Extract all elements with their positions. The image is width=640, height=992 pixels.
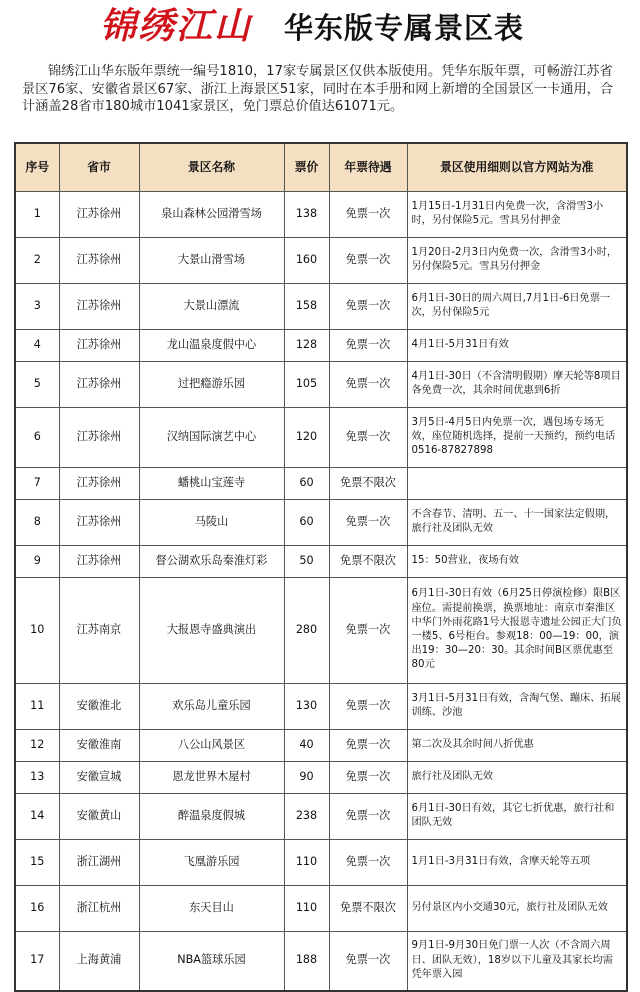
row-city: 江苏徐州 — [59, 329, 139, 361]
table-row — [15, 931, 627, 991]
row-price: 40 — [284, 729, 329, 761]
row-number: 2 — [15, 237, 59, 283]
table-row — [15, 729, 627, 761]
row-price: 110 — [284, 885, 329, 931]
row-benefit: 免票一次 — [329, 407, 407, 467]
row-number: 10 — [15, 577, 59, 683]
row-number: 14 — [15, 793, 59, 839]
row-note — [407, 467, 627, 499]
row-city: 江苏徐州 — [59, 407, 139, 467]
row-scenic-name: NBA篮球乐园 — [139, 931, 284, 991]
table-row — [15, 361, 627, 407]
row-number: 15 — [15, 839, 59, 885]
table-row — [15, 761, 627, 793]
row-benefit: 免票不限次 — [329, 545, 407, 577]
row-city: 安徽淮北 — [59, 683, 139, 729]
header-benefit: 年票待遇 — [329, 143, 407, 191]
row-price: 50 — [284, 545, 329, 577]
row-note: 4月1日-5月31日有效 — [407, 329, 627, 361]
table-row — [15, 237, 627, 283]
header-no: 序号 — [15, 143, 59, 191]
row-note: 1月1日-3月31日有效，含摩天轮等五项 — [407, 839, 627, 885]
row-scenic-name: 大景山漂流 — [139, 283, 284, 329]
row-note: 4月1日-30日（不含清明假期）摩天轮等8项目各免费一次，其余时间优惠到6折 — [407, 361, 627, 407]
header-city: 省市 — [59, 143, 139, 191]
row-benefit: 免票一次 — [329, 683, 407, 729]
table-row — [15, 683, 627, 729]
table-row — [15, 545, 627, 577]
row-city: 江苏徐州 — [59, 499, 139, 545]
row-scenic-name: 过把瘾游乐园 — [139, 361, 284, 407]
row-city: 上海黄浦 — [59, 931, 139, 991]
row-city: 江苏徐州 — [59, 361, 139, 407]
row-benefit: 免票不限次 — [329, 467, 407, 499]
table-body — [15, 191, 627, 991]
row-note: 不含春节、清明、五一、十一国家法定假期，旅行社及团队无效 — [407, 499, 627, 545]
row-scenic-name: 大报恩寺盛典演出 — [139, 577, 284, 683]
row-number: 1 — [15, 191, 59, 237]
row-scenic-name: 飞凰游乐园 — [139, 839, 284, 885]
row-scenic-name: 汉纳国际演艺中心 — [139, 407, 284, 467]
row-note: 第二次及其余时间八折优惠 — [407, 729, 627, 761]
row-number: 8 — [15, 499, 59, 545]
table-row — [15, 329, 627, 361]
table-row — [15, 467, 627, 499]
table-row — [15, 499, 627, 545]
row-price: 280 — [284, 577, 329, 683]
row-benefit: 免票一次 — [329, 191, 407, 237]
row-price: 238 — [284, 793, 329, 839]
table-header-row — [15, 143, 627, 191]
row-scenic-name: 东天目山 — [139, 885, 284, 931]
table-row — [15, 191, 627, 237]
row-city: 安徽淮南 — [59, 729, 139, 761]
row-city: 浙江湖州 — [59, 839, 139, 885]
header-price: 票价 — [284, 143, 329, 191]
row-city: 浙江杭州 — [59, 885, 139, 931]
row-note: 15：50营业，夜场有效 — [407, 545, 627, 577]
row-number: 16 — [15, 885, 59, 931]
row-scenic-name: 大景山滑雪场 — [139, 237, 284, 283]
row-city: 江苏徐州 — [59, 545, 139, 577]
row-price: 188 — [284, 931, 329, 991]
row-benefit: 免票一次 — [329, 839, 407, 885]
row-city: 安徽宣城 — [59, 761, 139, 793]
row-note: 1月15日-1月31日内免费一次，含滑雪3小时，另付保险5元。雪具另付押金 — [407, 191, 627, 237]
row-note: 旅行社及团队无效 — [407, 761, 627, 793]
table-row — [15, 577, 627, 683]
row-note: 9月1日-9月30日免门票一人次（不含周六周日、团队无效），18岁以下儿童及其家长均需凭年票入园 — [407, 931, 627, 991]
table-row — [15, 407, 627, 467]
row-scenic-name: 八公山风景区 — [139, 729, 284, 761]
row-price: 130 — [284, 683, 329, 729]
row-benefit: 免票一次 — [329, 729, 407, 761]
table-row — [15, 283, 627, 329]
row-note: 3月1日-5月31日有效，含淘气堡、蹦床、拓展训练、沙池 — [407, 683, 627, 729]
brand-logo: 锦绣江山 — [100, 5, 253, 47]
row-scenic-name: 泉山森林公园滑雪场 — [139, 191, 284, 237]
row-price: 160 — [284, 237, 329, 283]
row-city: 江苏徐州 — [59, 283, 139, 329]
row-price: 60 — [284, 499, 329, 545]
row-number: 12 — [15, 729, 59, 761]
row-number: 11 — [15, 683, 59, 729]
row-price: 138 — [284, 191, 329, 237]
row-benefit: 免票一次 — [329, 237, 407, 283]
table-row — [15, 839, 627, 885]
row-benefit: 免票一次 — [329, 329, 407, 361]
row-price: 128 — [284, 329, 329, 361]
scenic-spot-table — [14, 142, 628, 992]
row-scenic-name: 蟠桃山宝莲寺 — [139, 467, 284, 499]
row-city: 安徽黄山 — [59, 793, 139, 839]
row-scenic-name: 醉温泉度假城 — [139, 793, 284, 839]
row-number: 6 — [15, 407, 59, 467]
row-number: 9 — [15, 545, 59, 577]
row-city: 江苏徐州 — [59, 237, 139, 283]
intro-paragraph: 锦绣江山华东版年票统一编号1810，17家专属景区仅供本版使用。凭华东版年票，可畅游江苏省景区76家、安徽省景区67家、浙江上海景区51家，同时在本手册和网上新增的全国景区一卡通用，合计涵盖28省市180城市1041家景区，免门票总价值达61071元。 — [22, 64, 614, 114]
row-price: 105 — [284, 361, 329, 407]
row-benefit: 免票一次 — [329, 793, 407, 839]
row-benefit: 免票一次 — [329, 577, 407, 683]
row-note: 另付景区内小交通30元，旅行社及团队无效 — [407, 885, 627, 931]
row-benefit: 免票一次 — [329, 931, 407, 991]
row-number: 7 — [15, 467, 59, 499]
row-price: 158 — [284, 283, 329, 329]
row-number: 5 — [15, 361, 59, 407]
row-note: 6月1日-30日的周六周日,7月1日-6日免票一次，另付保险5元 — [407, 283, 627, 329]
row-price: 90 — [284, 761, 329, 793]
row-city: 江苏南京 — [59, 577, 139, 683]
header — [0, 0, 640, 52]
row-scenic-name: 督公湖欢乐岛秦淮灯彩 — [139, 545, 284, 577]
row-price: 110 — [284, 839, 329, 885]
row-number: 17 — [15, 931, 59, 991]
row-city: 江苏徐州 — [59, 191, 139, 237]
row-city: 江苏徐州 — [59, 467, 139, 499]
row-number: 13 — [15, 761, 59, 793]
row-number: 3 — [15, 283, 59, 329]
row-scenic-name: 恩龙世界木屋村 — [139, 761, 284, 793]
row-note: 6月1日-30日有效，其它七折优惠，旅行社和团队无效 — [407, 793, 627, 839]
row-note: 1月20日-2月3日内免费一次，含滑雪3小时，另付保险5元。雪具另付押金 — [407, 237, 627, 283]
header-name: 景区名称 — [139, 143, 284, 191]
table-row — [15, 793, 627, 839]
row-note: 6月1日-30日有效（6月25日停演检修）限B区座位。需提前换票，换票地址：南京市秦淮区中华门外雨花路1号大报恩寺遗址公园正大门负一楼5、6号柜台。参观18：00—19：00，演出19：30—20：30。其余时间B区票优惠至80元 — [407, 577, 627, 683]
row-scenic-name: 马陵山 — [139, 499, 284, 545]
page-title: 华东版专属景区表 — [284, 11, 525, 45]
row-benefit: 免票一次 — [329, 283, 407, 329]
row-note: 3月5日-4月5日内免票一次，遇包场专场无效，座位随机选择，提前一天预约，预约电话0516-87827898 — [407, 407, 627, 467]
row-benefit: 免票一次 — [329, 361, 407, 407]
row-scenic-name: 龙山温泉度假中心 — [139, 329, 284, 361]
row-benefit: 免票一次 — [329, 499, 407, 545]
row-scenic-name: 欢乐岛儿童乐园 — [139, 683, 284, 729]
table-row — [15, 885, 627, 931]
header-note: 景区使用细则以官方网站为准 — [407, 143, 627, 191]
row-number: 4 — [15, 329, 59, 361]
row-benefit: 免票一次 — [329, 761, 407, 793]
row-price: 60 — [284, 467, 329, 499]
row-price: 120 — [284, 407, 329, 467]
row-benefit: 免票不限次 — [329, 885, 407, 931]
